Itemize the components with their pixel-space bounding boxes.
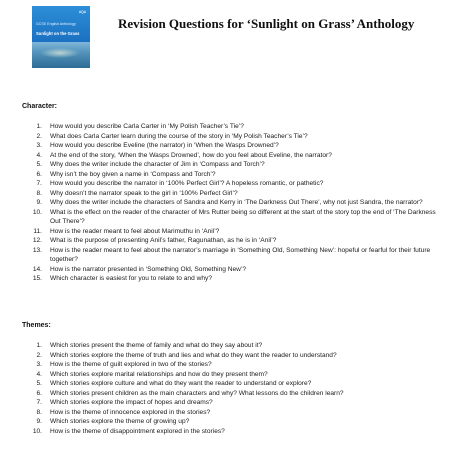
question-number: 6. <box>36 170 42 178</box>
question-item <box>22 351 442 361</box>
question-item <box>22 274 442 284</box>
question-item <box>22 265 442 275</box>
question-number: 3. <box>36 142 42 149</box>
question-item <box>22 408 442 418</box>
question-text: How is the theme of innocence explored in the stories? <box>50 408 211 416</box>
question-number: 8. <box>36 408 42 416</box>
question-text: Which stories explore culture and what do they want the reader to understand or explore? <box>50 380 312 387</box>
question-text: Why does the writer include the characters of Sandra and Kerry in ‘The Darkness Out There’, why not just Sandra, the narrator? <box>50 199 423 206</box>
question-item <box>22 122 442 132</box>
question-text: Why does the writer include the character of Jim in ‘Compass and Torch’? <box>50 161 265 168</box>
question-number: 7. <box>36 180 42 187</box>
character-heading: Character: <box>22 103 58 110</box>
question-number: 12. <box>32 237 42 244</box>
question-item <box>22 389 442 399</box>
question-text: How is the theme of guilt explored in two of the stories? <box>50 361 212 368</box>
question-text: What is the purpose of presenting Anil’s father, Ragunathan, as he is in ‘Anil’? <box>50 237 277 244</box>
question-item <box>22 341 442 351</box>
question-text: What is the effect on the reader of the character of Mrs Rutter being so different at the start of the story top the end of ‘The Darkness Out There’? <box>50 208 436 225</box>
question-item <box>22 208 442 227</box>
question-number: 9. <box>36 418 42 425</box>
question-number: 10. <box>32 208 42 216</box>
question-text: Why isn’t the boy given a name in ‘Compass and Torch’? <box>50 170 216 178</box>
question-number: 13. <box>32 246 42 254</box>
question-number: 5. <box>36 161 42 168</box>
cover-series-text: GCSE English Anthology <box>36 22 76 26</box>
question-item <box>22 198 442 208</box>
question-item <box>22 246 442 265</box>
question-text: Which stories explore the theme of growing up? <box>50 418 190 425</box>
question-item <box>22 160 442 170</box>
character-question-list <box>22 122 442 284</box>
question-number: 4. <box>36 370 42 378</box>
question-text: How is the narrator presented in ‘Something Old, Something New’? <box>50 265 247 273</box>
question-item <box>22 227 442 237</box>
question-text: At the end of the story, ‘When the Wasps Drowned’, how do you feel about Eveline, the narrator? <box>50 151 332 159</box>
question-number: 11. <box>33 227 42 235</box>
cover-photo <box>32 42 90 68</box>
question-item <box>22 170 442 180</box>
question-item <box>22 189 442 199</box>
question-text: How would you describe Eveline (the narrator) in ‘When the Wasps Drowned’? <box>50 142 279 149</box>
cover-logo: AQA <box>78 10 86 14</box>
question-number: 14. <box>32 265 42 273</box>
question-text: Which stories explore the impact of hopes and dreams? <box>50 399 213 406</box>
themes-question-list <box>22 341 442 436</box>
question-number: 6. <box>36 389 42 397</box>
question-number: 9. <box>36 199 42 206</box>
question-item <box>22 398 442 408</box>
question-number: 3. <box>36 361 42 368</box>
question-number: 7. <box>36 399 42 406</box>
question-number: 1. <box>36 123 42 130</box>
question-text: How is the theme of disappointment explored in the stories? <box>50 427 225 435</box>
question-number: 10. <box>32 427 42 435</box>
question-item <box>22 132 442 142</box>
question-text: How is the reader meant to feel about the narrator’s marriage in ‘Something Old, Something New’: hopeful or fearful for their future together? <box>50 246 431 263</box>
question-text: Which character is easiest for you to relate to and why? <box>50 275 212 282</box>
question-number: 15. <box>32 275 42 282</box>
question-item <box>22 370 442 380</box>
question-text: How would you describe the narrator in ‘100% Perfect Girl’? A hopeless romantic, or pathetic? <box>50 180 324 187</box>
question-text: How is the reader meant to feel about Marimuthu in ‘Anil’? <box>50 227 220 235</box>
question-number: 2. <box>36 132 42 140</box>
question-text: What does Carla Carter learn during the course of the story in ‘My Polish Teacher’s Tie’? <box>50 132 308 140</box>
question-item <box>22 427 442 437</box>
question-text: How would you describe Carla Carter in ‘My Polish Teacher’s Tie’? <box>50 123 244 130</box>
question-item <box>22 360 442 370</box>
question-text: Which stories explore marital relationships and how do they present them? <box>50 370 268 378</box>
book-cover-image <box>32 6 90 68</box>
page-title: Revision Questions for ‘Sunlight on Grass’ Anthology <box>118 16 415 31</box>
question-item <box>22 179 442 189</box>
question-item <box>22 379 442 389</box>
question-number: 1. <box>36 342 42 349</box>
question-number: 8. <box>36 189 42 197</box>
question-item <box>22 236 442 246</box>
question-number: 5. <box>36 380 42 387</box>
themes-heading: Themes: <box>22 322 51 329</box>
question-text: Why doesn’t the narrator speak to the girl in ‘100% Perfect Girl’? <box>50 189 238 197</box>
question-number: 4. <box>36 151 42 159</box>
question-item <box>22 151 442 161</box>
cover-title-text: Sunlight on the Grass <box>36 31 80 36</box>
question-text: Which stories present the theme of family and what do they say about it? <box>50 342 263 349</box>
question-item <box>22 417 442 427</box>
question-number: 2. <box>36 351 42 359</box>
question-item <box>22 141 442 151</box>
question-text: Which stories explore the theme of truth and lies and what do they want the reader to understand? <box>50 351 337 359</box>
question-text: Which stories present children as the main characters and why? What lessons do the children learn? <box>50 389 344 397</box>
